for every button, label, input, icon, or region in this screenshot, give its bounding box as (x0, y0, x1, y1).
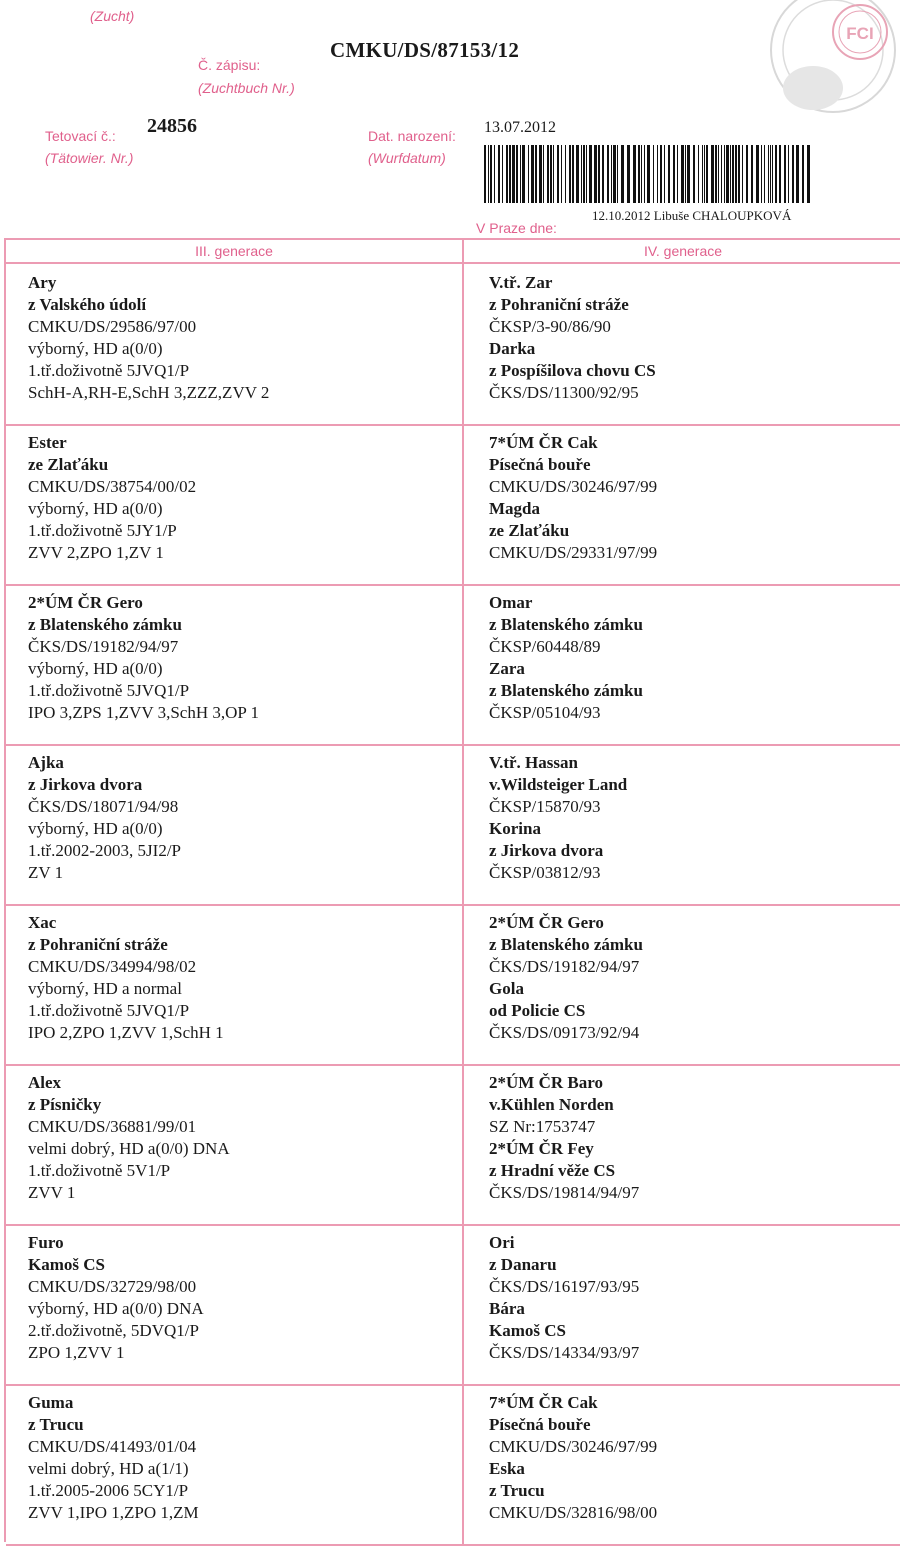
generation-iv-cell (464, 1224, 900, 1384)
barcode-bar (565, 145, 566, 203)
barcode-bar (775, 145, 777, 203)
barcode-bar (644, 145, 645, 203)
barcode-bar (607, 145, 609, 203)
barcode-bar (792, 145, 794, 203)
tattoo-number: 24856 (147, 115, 197, 137)
dam-registration: ČKSP/05104/93 (489, 703, 601, 722)
barcode-bar (488, 145, 489, 203)
barcode (484, 145, 812, 203)
barcode-bar (633, 145, 636, 203)
exam-titles: ZVV 1 (28, 1183, 76, 1202)
barcode-bar (772, 145, 773, 203)
exam-titles: ZV 1 (28, 863, 64, 882)
tattoo-label-de: (Tätowier. Nr.) (45, 150, 134, 166)
generation-iii-cell (6, 1224, 464, 1384)
dam-registration: CMKU/DS/29331/97/99 (489, 543, 658, 562)
dog-kennel: ze Zlaťáku (28, 455, 109, 474)
barcode-bar (761, 145, 762, 203)
tattoo-label: Tetovací č.: (45, 128, 116, 144)
dog-name: Ester (28, 433, 67, 452)
barcode-bar (617, 145, 618, 203)
barcode-bar (581, 145, 582, 203)
barcode-bar (602, 145, 604, 203)
dam-registration: ČKS/DS/11300/92/95 (489, 383, 639, 402)
generation-iv-cell (464, 1384, 900, 1544)
dog-registration: CMKU/DS/29586/97/00 (28, 317, 197, 336)
barcode-bar (638, 145, 640, 203)
dam-kennel: od Policie CS (489, 1001, 586, 1020)
barcode-bar (621, 145, 624, 203)
barcode-bar (751, 145, 753, 203)
barcode-bar (512, 145, 515, 203)
sire-registration: ČKS/DS/19182/94/97 (489, 957, 640, 976)
barcode-bar (779, 145, 781, 203)
barcode-bar (598, 145, 600, 203)
sire-kennel: Písečná bouře (489, 1415, 591, 1434)
breeding-class: 1.tř.doživotně 5V1/P (28, 1161, 171, 1180)
barcode-bar (685, 145, 686, 203)
dam-name: Darka (489, 339, 536, 358)
sire-name: 2*ÚM ČR Gero (489, 913, 604, 932)
dam-name: Eska (489, 1459, 525, 1478)
barcode-bar (613, 145, 616, 203)
sire-registration: ČKSP/3-90/86/90 (489, 317, 611, 336)
dam-registration: ČKS/DS/14334/93/97 (489, 1343, 640, 1362)
dam-kennel: z Blatenského zámku (489, 681, 643, 700)
sire-name: V.tř. Zar (489, 273, 553, 292)
dog-registration: CMKU/DS/32729/98/00 (28, 1277, 197, 1296)
registration-label: Č. zápisu: (198, 57, 261, 73)
barcode-bar (572, 145, 574, 203)
barcode-bar (784, 145, 786, 203)
dam-registration: CMKU/DS/32816/98/00 (489, 1503, 658, 1522)
dam-name: Magda (489, 499, 540, 518)
dog-registration: ČKS/DS/18071/94/98 (28, 797, 179, 816)
barcode-bar (660, 145, 662, 203)
barcode-bar (550, 145, 552, 203)
sire-kennel: z Danaru (489, 1255, 557, 1274)
dog-kennel: z Trucu (28, 1415, 84, 1434)
dam-kennel: ze Zlaťáku (489, 521, 570, 540)
barcode-bar (653, 145, 654, 203)
dog-name: Guma (28, 1393, 74, 1412)
barcode-bar (673, 145, 675, 203)
barcode-bar (589, 145, 592, 203)
sire-kennel: z Blatenského zámku (489, 615, 643, 634)
breeding-class: 1.tř.doživotně 5JVQ1/P (28, 1001, 190, 1020)
dog-registration: CMKU/DS/41493/01/04 (28, 1437, 197, 1456)
barcode-bar (547, 145, 549, 203)
generation-iii-cell (6, 584, 464, 744)
barcode-bar (802, 145, 804, 203)
dog-kennel: z Jirkova dvora (28, 775, 143, 794)
dam-name: Gola (489, 979, 524, 998)
barcode-bar (681, 145, 684, 203)
barcode-bar (721, 145, 722, 203)
birth-date-label: Dat. narození: (368, 128, 456, 144)
sire-registration: ČKS/DS/16197/93/95 (489, 1277, 640, 1296)
breeding-class: 2.tř.doživotně, 5DVQ1/P (28, 1321, 199, 1340)
sire-registration: ČKSP/60448/89 (489, 637, 601, 656)
birth-date-label-de: (Wurfdatum) (368, 150, 446, 166)
sire-kennel: v.Kühlen Norden (489, 1095, 614, 1114)
barcode-bar (586, 145, 587, 203)
pedigree-row (6, 744, 900, 906)
exam-titles: SchH-A,RH-E,SchH 3,ZZZ,ZVV 2 (28, 383, 270, 402)
barcode-bar (506, 145, 508, 203)
dam-name: Korina (489, 819, 541, 838)
barcode-bar (561, 145, 562, 203)
barcode-bar (768, 145, 769, 203)
barcode-bar (583, 145, 585, 203)
barcode-bar (576, 145, 579, 203)
barcode-bar (509, 145, 511, 203)
breeding-class: 1.tř.doživotně 5JY1/P (28, 521, 177, 540)
barcode-bar (539, 145, 542, 203)
barcode-bar (756, 145, 759, 203)
dog-registration: CMKU/DS/34994/98/02 (28, 957, 197, 976)
dog-registration: CMKU/DS/36881/99/01 (28, 1117, 197, 1136)
birth-date-value: 13.07.2012 (484, 119, 556, 136)
dog-rating: výborný, HD a(0/0) (28, 339, 163, 358)
generation-iii-cell (6, 744, 464, 904)
generation-iv-cell (464, 264, 900, 424)
barcode-bar (502, 145, 503, 203)
signature-line: 12.10.2012 Libuše CHALOUPKOVÁ (592, 208, 792, 223)
exam-titles: IPO 3,ZPS 1,ZVV 3,SchH 3,OP 1 (28, 703, 259, 722)
sire-registration: SZ Nr:1753747 (489, 1117, 596, 1136)
barcode-bar (715, 145, 717, 203)
barcode-bar (668, 145, 670, 203)
dam-kennel: z Trucu (489, 1481, 545, 1500)
pedigree-row (6, 1224, 900, 1386)
sire-kennel: Písečná bouře (489, 455, 591, 474)
sire-kennel: z Pohraniční stráže (489, 295, 629, 314)
sire-kennel: v.Wildsteiger Land (489, 775, 628, 794)
generation-iv-cell (464, 744, 900, 904)
dog-rating: výborný, HD a(0/0) (28, 819, 163, 838)
dog-kennel: z Valského údolí (28, 295, 147, 314)
barcode-bar (796, 145, 799, 203)
dog-rating: velmi dobrý, HD a(1/1) (28, 1459, 189, 1478)
sire-registration: CMKU/DS/30246/97/99 (489, 477, 658, 496)
generation-iv-cell (464, 1064, 900, 1224)
barcode-bar (516, 145, 518, 203)
dog-name: 2*ÚM ČR Gero (28, 593, 143, 612)
sire-name: Omar (489, 593, 533, 612)
barcode-bar (543, 145, 544, 203)
barcode-bar (647, 145, 650, 203)
pedigree-row (6, 424, 900, 586)
barcode-bar (494, 145, 495, 203)
stamp-text: FCI (846, 24, 874, 43)
sire-name: 7*ÚM ČR Cak (489, 433, 598, 452)
barcode-bar (657, 145, 658, 203)
dog-name: Alex (28, 1073, 62, 1092)
dog-registration: ČKS/DS/19182/94/97 (28, 637, 179, 656)
barcode-bar (718, 145, 719, 203)
dam-kennel: z Pospíšilova chovu CS (489, 361, 656, 380)
generation-iii-cell (6, 424, 464, 584)
barcode-bar (770, 145, 771, 203)
dam-kennel: Kamoš CS (489, 1321, 566, 1340)
barcode-bar (611, 145, 612, 203)
sire-name: Ori (489, 1233, 515, 1252)
barcode-bar (711, 145, 714, 203)
dog-kennel: z Pohraniční stráže (28, 935, 168, 954)
sire-name: 7*ÚM ČR Cak (489, 1393, 598, 1412)
barcode-bar (627, 145, 630, 203)
pedigree-row (6, 1384, 900, 1546)
breeding-class: 1.tř.doživotně 5JVQ1/P (28, 361, 190, 380)
generation-iii-cell (6, 1384, 464, 1544)
barcode-bar (704, 145, 705, 203)
barcode-bar (732, 145, 734, 203)
barcode-bar (641, 145, 642, 203)
barcode-bar (698, 145, 699, 203)
dam-registration: ČKS/DS/19814/94/97 (489, 1183, 640, 1202)
barcode-bar (664, 145, 665, 203)
barcode-bar (724, 145, 725, 203)
barcode-bar (687, 145, 690, 203)
barcode-bar (764, 145, 765, 203)
header-generation-iii: III. generace (6, 240, 464, 264)
barcode-bar (531, 145, 534, 203)
breeding-class: 1.tř.2005-2006 5CY1/P (28, 1481, 189, 1500)
pedigree-row (6, 1064, 900, 1226)
sire-name: 2*ÚM ČR Baro (489, 1073, 603, 1092)
barcode-bar (730, 145, 731, 203)
dog-name: Furo (28, 1233, 64, 1252)
dam-kennel: z Jirkova dvora (489, 841, 604, 860)
barcode-bar (535, 145, 537, 203)
dog-kennel: z Písničky (28, 1095, 102, 1114)
barcode-bar (746, 145, 748, 203)
barcode-bar (498, 145, 500, 203)
dam-name: Bára (489, 1299, 525, 1318)
barcode-bar (557, 145, 559, 203)
dam-name: Zara (489, 659, 525, 678)
sire-registration: CMKU/DS/30246/97/99 (489, 1437, 658, 1456)
pedigree-row (6, 904, 900, 1066)
barcode-bar (490, 145, 492, 203)
generation-iv-cell (464, 424, 900, 584)
sire-kennel: z Blatenského zámku (489, 935, 643, 954)
generation-iii-cell (6, 264, 464, 424)
exam-titles: ZPO 1,ZVV 1 (28, 1343, 125, 1362)
barcode-bar (520, 145, 521, 203)
dog-rating: výborný, HD a(0/0) (28, 659, 163, 678)
barcode-bar (484, 145, 486, 203)
barcode-bar (553, 145, 554, 203)
pedigree-table (4, 238, 900, 1542)
header-generation-iv: IV. generace (464, 240, 900, 264)
exam-titles: IPO 2,ZPO 1,ZVV 1,SchH 1 (28, 1023, 224, 1042)
pedigree-row (6, 264, 900, 426)
pedigree-row (6, 584, 900, 746)
barcode-bar (693, 145, 695, 203)
sire-registration: ČKSP/15870/93 (489, 797, 601, 816)
exam-titles: ZVV 2,ZPO 1,ZV 1 (28, 543, 164, 562)
barcode-bar (528, 145, 529, 203)
dog-rating: výborný, HD a(0/0) DNA (28, 1299, 204, 1318)
barcode-bar (738, 145, 740, 203)
dam-name: 2*ÚM ČR Fey (489, 1139, 594, 1158)
barcode-bar (735, 145, 737, 203)
sire-name: V.tř. Hassan (489, 753, 578, 772)
generation-iii-cell (6, 1064, 464, 1224)
dog-name: Ajka (28, 753, 64, 772)
barcode-bar (807, 145, 810, 203)
registration-number: CMKU/DS/87153/12 (330, 38, 520, 62)
dog-registration: CMKU/DS/38754/00/02 (28, 477, 197, 496)
breeding-class: 1.tř.2002-2003, 5JI2/P (28, 841, 181, 860)
generation-iii-cell (6, 904, 464, 1064)
barcode-bar (726, 145, 729, 203)
dog-rating: výborný, HD a(0/0) (28, 499, 163, 518)
dam-registration: ČKS/DS/09173/92/94 (489, 1023, 640, 1042)
dam-registration: ČKSP/03812/93 (489, 863, 601, 882)
registration-label-de: (Zuchtbuch Nr.) (198, 80, 295, 96)
barcode-bar (788, 145, 789, 203)
barcode-bar (677, 145, 678, 203)
barcode-bar (742, 145, 743, 203)
dog-name: Ary (28, 273, 57, 292)
dam-kennel: z Hradní věže CS (489, 1161, 616, 1180)
generation-iv-cell (464, 584, 900, 744)
barcode-bar (522, 145, 525, 203)
barcode-bar (569, 145, 571, 203)
breeding-class: 1.tř.doživotně 5JVQ1/P (28, 681, 190, 700)
barcode-bar (594, 145, 597, 203)
dog-kennel: z Blatenského zámku (28, 615, 182, 634)
place-date-label: V Praze dne: (476, 220, 557, 236)
dog-rating: výborný, HD a normal (28, 979, 182, 998)
barcode-bar (702, 145, 703, 203)
dog-rating: velmi dobrý, HD a(0/0) DNA (28, 1139, 230, 1158)
dog-kennel: Kamoš CS (28, 1255, 105, 1274)
dog-name: Xac (28, 913, 57, 932)
fci-stamp (738, 0, 900, 140)
barcode-bar (706, 145, 708, 203)
generation-iv-cell (464, 904, 900, 1064)
exam-titles: ZVV 1,IPO 1,ZPO 1,ZM (28, 1503, 199, 1522)
zucht-label-cut: (Zucht) (90, 8, 135, 24)
